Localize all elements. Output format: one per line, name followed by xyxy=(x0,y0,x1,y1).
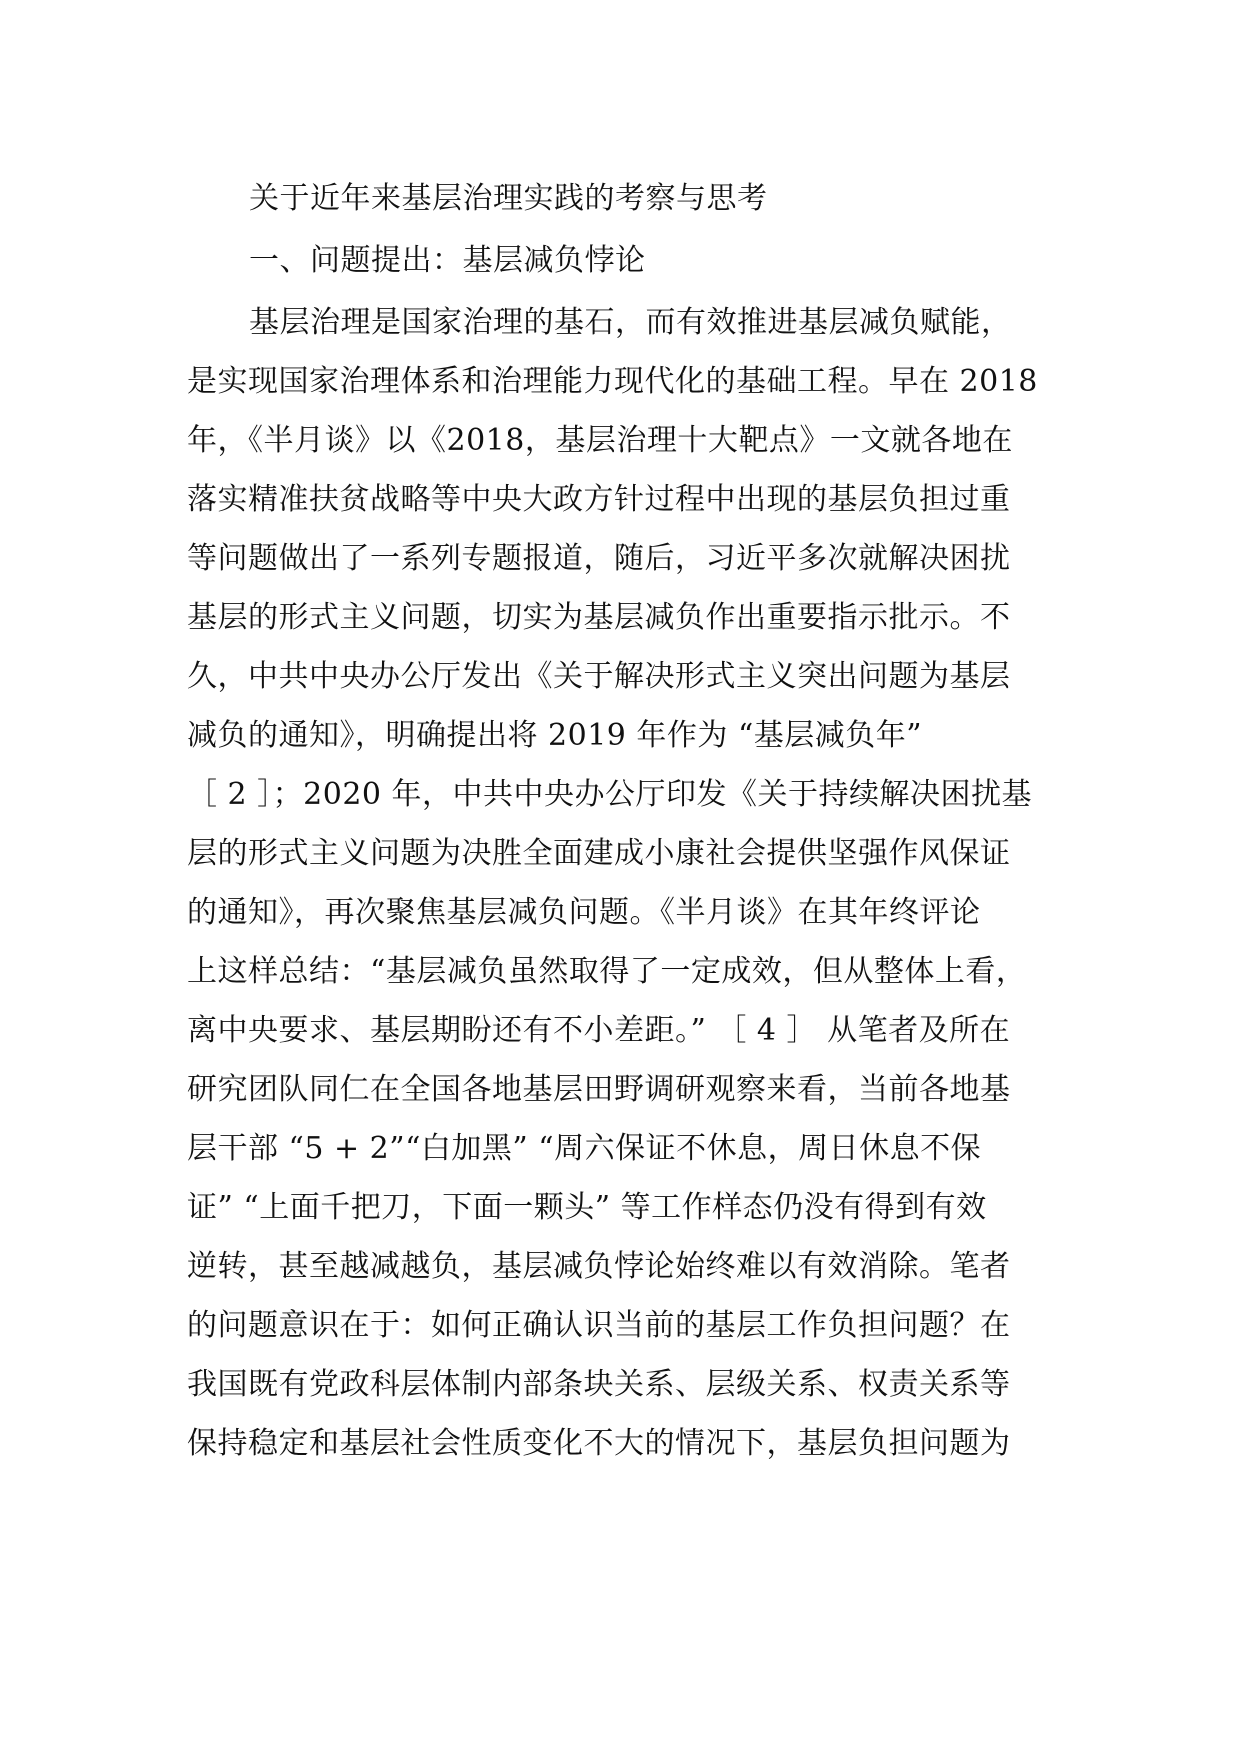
paragraph-line: 的通知》，再次聚焦基层减负问题。《半月谈》在其年终评论 xyxy=(187,895,981,930)
paragraph-line: 基层治理是国家治理的基石，而有效推进基层减负赋能， xyxy=(249,305,1012,340)
document-title: 关于近年来基层治理实践的考察与思考 xyxy=(249,181,768,216)
paragraph-line: 证” “上面千把刀，下面一颗头” 等工作样态仍没有得到有效 xyxy=(187,1190,987,1225)
paragraph-line: 保持稳定和基层社会性质变化不大的情况下，基层负担问题为 xyxy=(187,1426,1011,1461)
paragraph-line: 离中央要求、基层期盼还有不小差距。” ［ 4 ］ 从笔者及所在 xyxy=(187,1013,1011,1048)
paragraph-line: 的问题意识在于：如何正确认识当前的基层工作负担问题？在 xyxy=(187,1308,1011,1343)
paragraph-line: 等问题做出了一系列专题报道，随后，习近平多次就解决困扰 xyxy=(187,541,1011,576)
paragraph-line: 落实精准扶贫战略等中央大政方针过程中出现的基层负担过重 xyxy=(187,482,1011,517)
paragraph-line: 研究团队同仁在全国各地基层田野调研观察来看，当前各地基 xyxy=(187,1072,1011,1107)
paragraph-line: 逆转，甚至越减越负，基层减负悖论始终难以有效消除。笔者 xyxy=(187,1249,1011,1284)
paragraph-line: 是实现国家治理体系和治理能力现代化的基础工程。早在 2018 xyxy=(187,364,1038,399)
paragraph-line: 减负的通知》，明确提出将 2019 年作为 “基层减负年” xyxy=(187,718,923,753)
paragraph-line: 层的形式主义问题为决胜全面建成小康社会提供坚强作风保证 xyxy=(187,836,1011,871)
paragraph-line: ［ 2 ］；2020 年，中共中央办公厅印发《关于持续解决困扰基 xyxy=(187,777,1033,812)
paragraph-line: 上这样总结：“基层减负虽然取得了一定成效，但从整体上看， xyxy=(187,954,1027,989)
section-heading: 一、问题提出：基层减负悖论 xyxy=(249,243,646,278)
paragraph-line: 我国既有党政科层体制内部条块关系、层级关系、权责关系等 xyxy=(187,1367,1011,1402)
paragraph-line: 层干部 “5 + 2”“白加黑” “周六保证不休息，周日休息不保 xyxy=(187,1131,982,1166)
paragraph-line: 年，《半月谈》以《2018，基层治理十大靶点》一文就各地在 xyxy=(187,423,1013,458)
paragraph-line: 久，中共中央办公厅发出《关于解决形式主义突出问题为基层 xyxy=(187,659,1011,694)
paragraph-line: 基层的形式主义问题，切实为基层减负作出重要指示批示。不 xyxy=(187,600,1011,635)
